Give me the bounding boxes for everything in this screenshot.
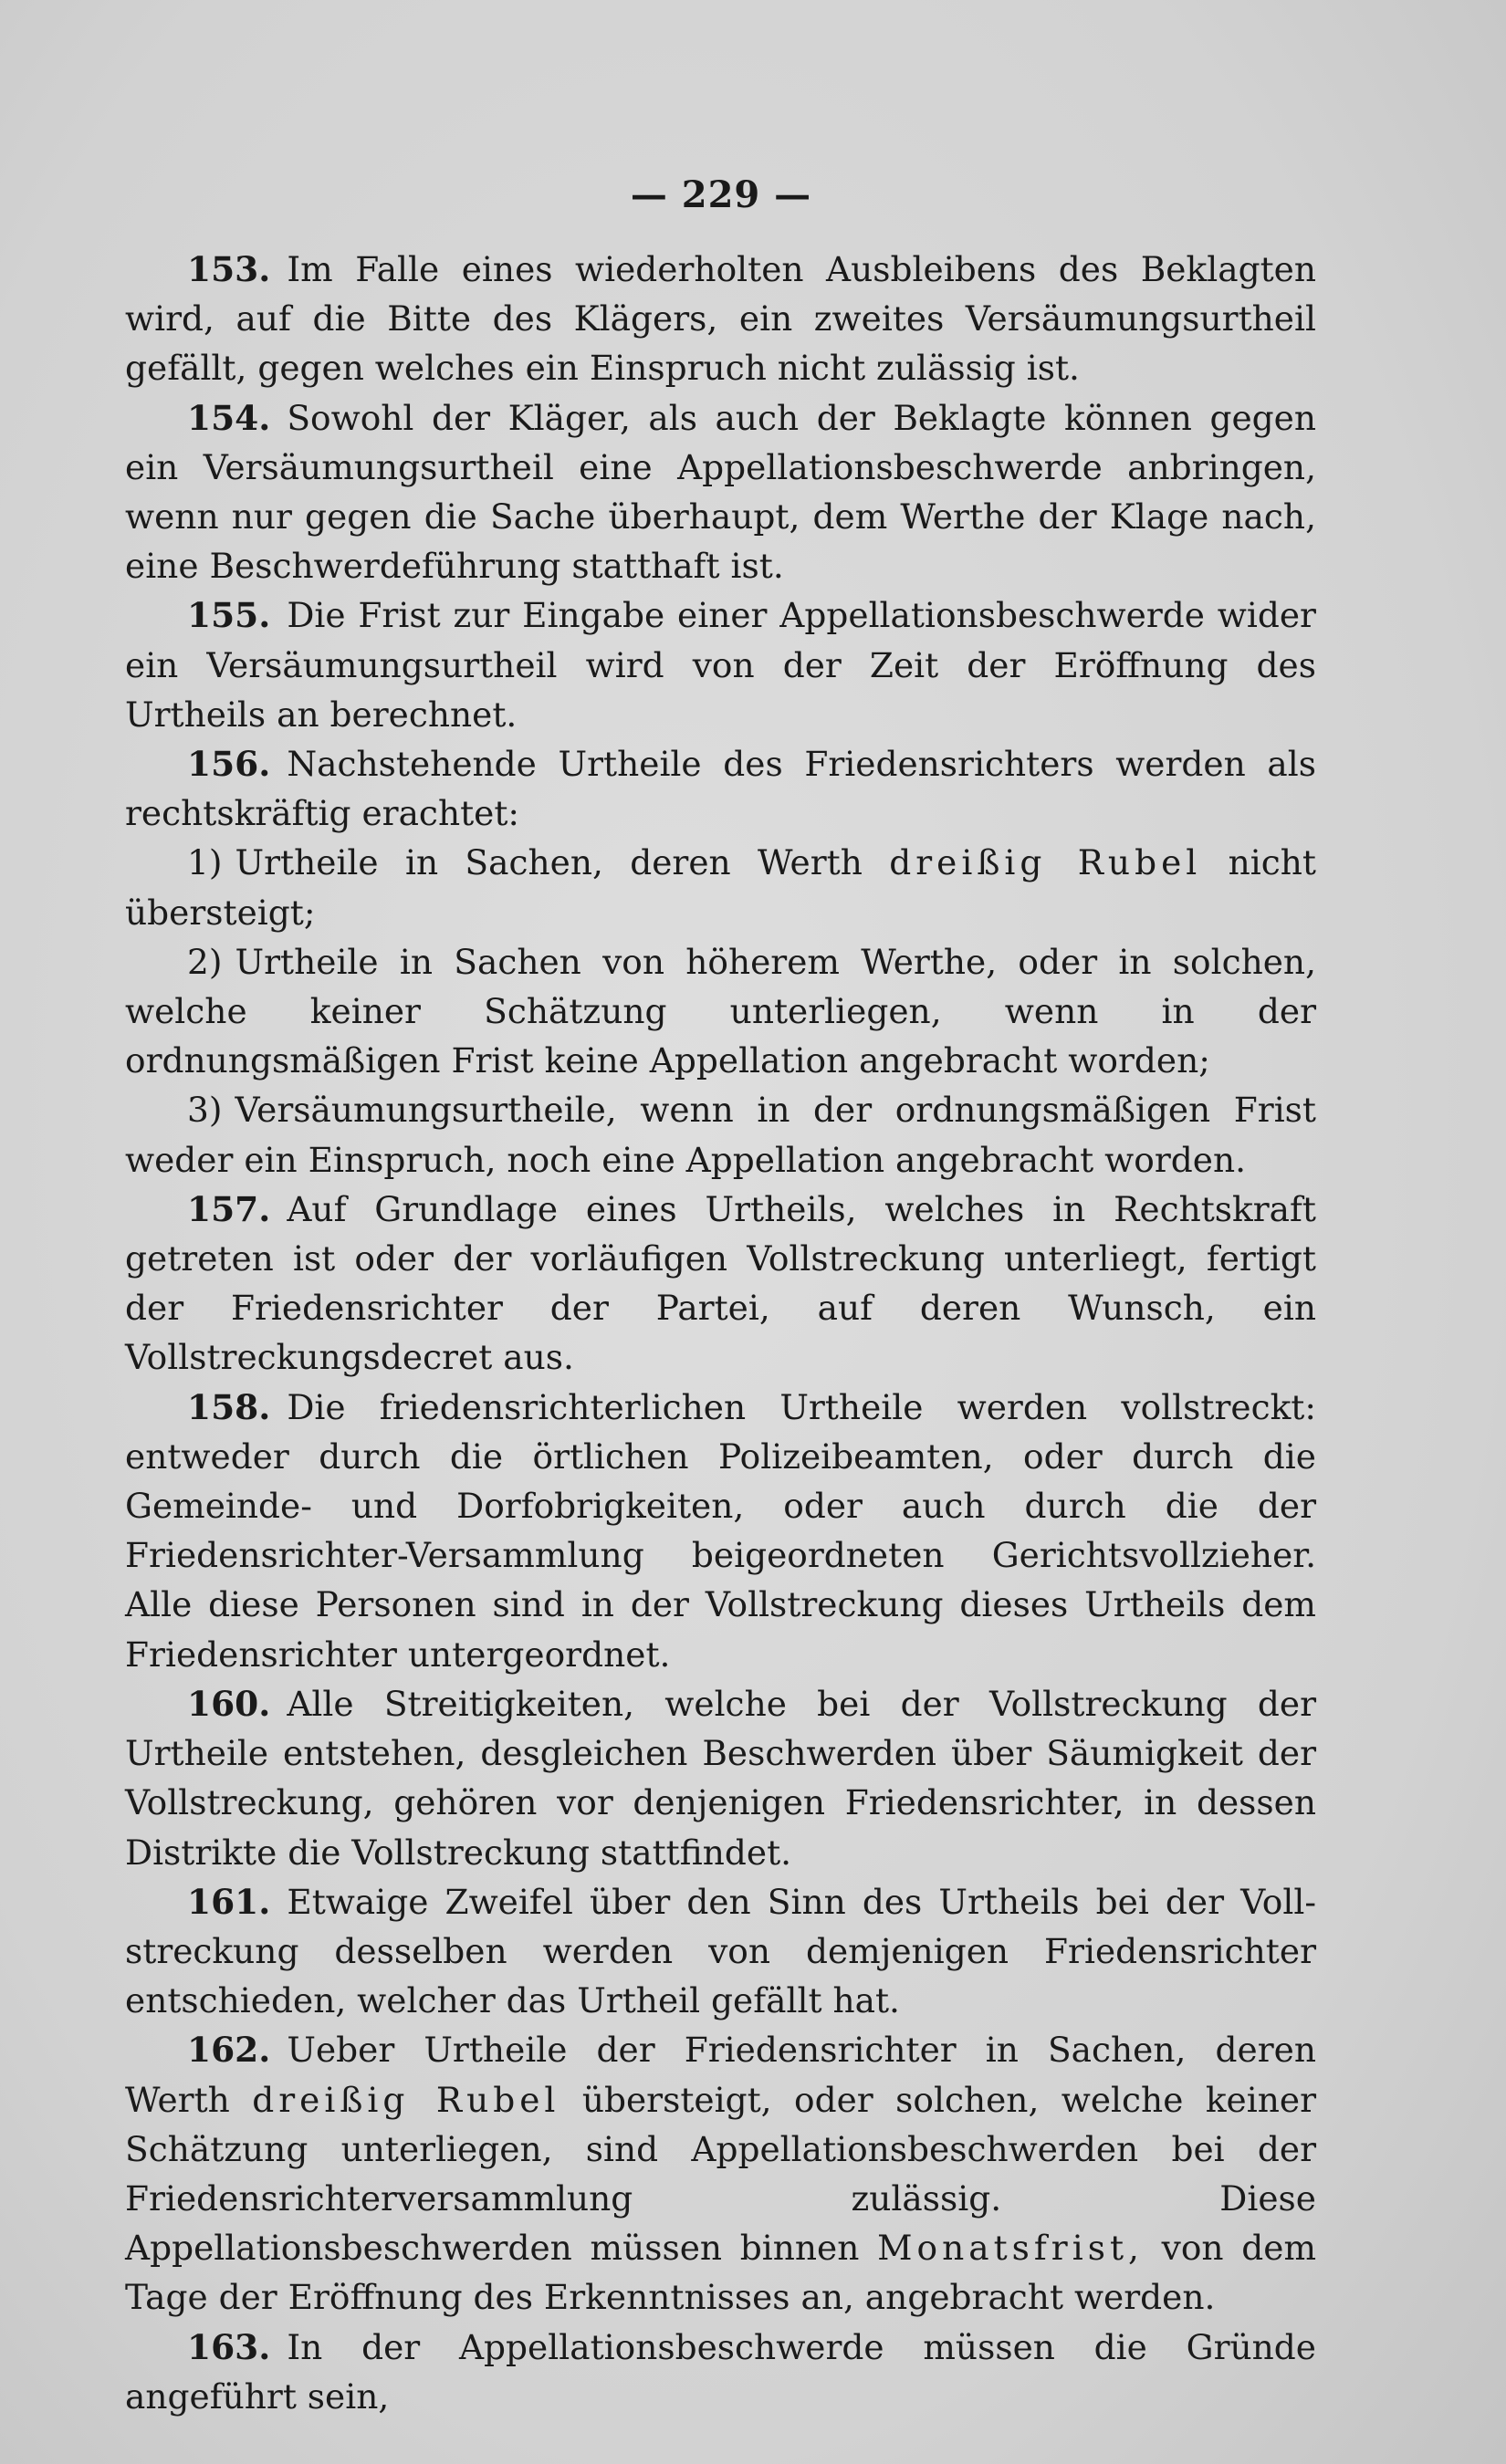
paragraph-161 [125,1877,1316,2026]
paragraph-text: Nachstehende Urtheile des Friedensrichters werden als rechtskräftig erachtet: [125,744,1316,834]
item-number: 3) [187,1090,223,1131]
paragraph-number: 156. [187,744,271,785]
paragraph-163 [125,2323,1316,2421]
paragraph-162 [125,2025,1316,2322]
paragraph-160 [125,1679,1316,1877]
paragraph-text: Im Falle eines wiederholten Ausbleibens des Beklagten wird, auf die Bitte des Klägers, ein zweites Versäumungsurtheil gefällt, gegen welches ein Einspruch nicht zulässig ist. [125,249,1316,389]
paragraph-number: 163. [187,2326,271,2367]
paragraph-154 [125,393,1316,591]
paragraph-text: Ueber Urtheile der Friedensrichter in Sachen, deren Werth [125,2030,1316,2120]
spaced-term: Monatsfrist, [877,2228,1144,2269]
paragraph-text: übersteigt, oder solchen, welche keiner Schätzung unterliegen, sind Appellationsbeschwerden bei der Friedensrichterversammlung zulässig. Diese Appellationsbeschwerden müssen binnen [125,2079,1316,2269]
paragraph-text: Die Frist zur Eingabe einer Appellationsbeschwerde wider ein Versäumungsurtheil wird von der Zeit der Eröffnung des Urtheils an berechnet. [125,595,1316,735]
paragraph-155 [125,590,1316,739]
paragraph-157 [125,1185,1316,1383]
item-text: Urtheile in Sachen von höherem Werthe, oder in solchen, welche keiner Schätzung unterliegen, wenn in der ordnungsmäßigen Frist keine Appellation angebracht worden; [125,941,1316,1081]
paragraph-text: Alle Streitigkeiten, welche bei der Vollstreckung der Urtheile entstehen, desgleichen Beschwerden über Säumigkeit der Vollstreckung, gehören vor denjenigen Friedensrichter, in dessen Distrikte die Vollstreckung stattfindet. [125,1683,1316,1873]
list-item-3 [125,1085,1316,1184]
paragraph-number: 158. [187,1386,271,1427]
paragraph-text: Etwaige Zweifel über den Sinn des Urtheils bei der Vollstreckung desselben werden von demjenigen Friedensrichter entschieden, welcher das Urtheil gefällt hat. [125,1881,1316,2021]
page-number: — 229 — [630,173,812,216]
item-number: 2) [187,941,223,982]
paragraph-number: 155. [187,595,271,636]
paragraph-text: Die friedensrichterlichen Urtheile werden vollstreckt: entweder durch die örtlichen Polizeibeamten, oder durch die Gemeinde- und Dorfobrigkeiten, oder auch durch die der Friedensrichter-Versammlung beigeordneten Gerichtsvollzieher. Alle diese Personen sind in der Vollstreckung dieses Urtheils dem Friedensrichter untergeordnet. [125,1386,1316,1675]
paragraph-number: 162. [187,2030,271,2071]
spaced-amount: dreißig Rubel [889,842,1202,883]
paragraph-text: In der Appellationsbeschwerde müssen die Gründe angeführt sein, [125,2326,1316,2417]
list-item-1 [125,838,1316,936]
paragraph-158 [125,1383,1316,1679]
paragraph-number: 157. [187,1188,271,1229]
paragraph-number: 153. [187,249,271,289]
item-text: Versäumungsurtheile, wenn in der ordnungsmäßigen Frist weder ein Einspruch, noch eine Appellation angebracht worden. [125,1090,1316,1180]
list-item-2 [125,937,1316,1086]
paragraph-number: 160. [187,1683,271,1724]
paragraph-text: Auf Grundlage eines Urtheils, welches in Rechtskraft getreten ist oder der vorläufigen Vollstreckung unterliegt, fertigt der Friedensrichter der Partei, auf deren Wunsch, ein Vollstreckungsdecret aus. [125,1188,1316,1378]
item-text: Urtheile in Sachen, deren Werth [235,842,863,883]
paragraph-number: 154. [187,397,271,438]
paragraph-text: von dem Tage der Eröffnung des Erkenntnisses an, angebracht werden. [125,2228,1317,2318]
item-number: 1) [187,842,223,883]
spaced-amount: dreißig Rubel [252,2079,560,2120]
paragraph-153 [125,245,1316,393]
item-text: nicht übersteigt; [125,842,1316,933]
page-body [125,245,1316,2421]
paragraph-156 [125,739,1316,838]
paragraph-text: Sowohl der Kläger, als auch der Beklagte können gegen ein Versäumungsurtheil eine Appellationsbeschwerde anbringen, wenn nur gegen die Sache überhaupt, dem Werthe der Klage nach, eine Beschwerdeführung statthaft ist. [125,397,1316,587]
paragraph-number: 161. [187,1881,271,1922]
